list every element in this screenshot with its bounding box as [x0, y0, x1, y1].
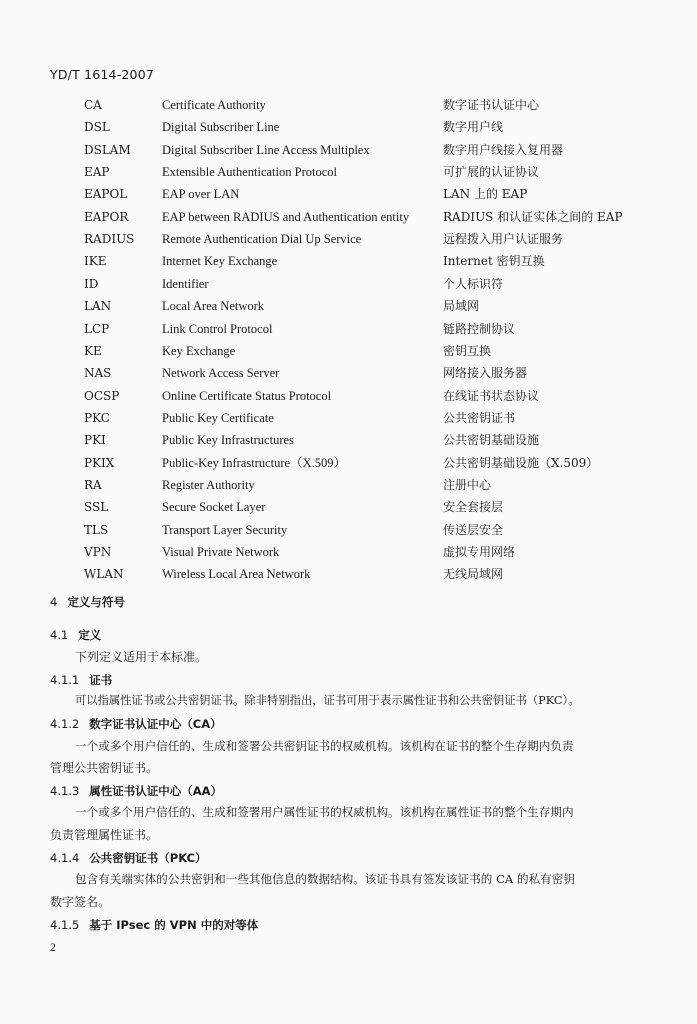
- abbreviation-row: [0, 207, 697, 229]
- abbreviation-term: TLS: [84, 522, 109, 537]
- abbreviation-term: EAP: [84, 165, 110, 180]
- abbreviation-chinese: Internet 密钥互换: [443, 254, 545, 269]
- abbreviation-row: [0, 162, 697, 184]
- abbreviation-english: Visual Private Network: [162, 545, 280, 559]
- abbreviation-english: Identifier: [162, 276, 209, 291]
- abbreviation-chinese: 公共密钥基础设施（X.509）: [443, 455, 599, 470]
- abbreviation-row: [0, 229, 697, 251]
- section-4-1-2-line1: 一个或多个用户信任的、生成和签署公共密钥证书的权威机构。该机构在证书的整个生存期内负责: [75, 739, 574, 753]
- abbreviation-english: Link Control Protocol: [162, 321, 273, 336]
- abbreviation-english: Key Exchange: [162, 343, 236, 358]
- abbreviation-english: EAP between RADIUS and Authentication entity: [162, 209, 410, 224]
- abbreviation-row: [0, 296, 697, 318]
- abbreviation-term: EAPOR: [84, 209, 129, 224]
- abbreviation-term: VPN: [84, 545, 112, 559]
- abbreviation-row: [0, 430, 697, 452]
- abbreviation-row: [0, 140, 697, 162]
- abbreviation-english: EAP over LAN: [162, 187, 240, 202]
- abbreviation-english: Digital Subscriber Line Access Multiplex: [162, 142, 370, 157]
- abbreviation-row: [0, 184, 697, 206]
- section-4-1-5-heading: [50, 917, 258, 933]
- abbreviation-english: Local Area Network: [162, 299, 265, 314]
- abbreviation-row: [0, 542, 697, 564]
- section-4-1-4-line1: 包含有关端实体的公共密钥和一些其他信息的数据结构。该证书具有签发该证书的 CA 的私有密钥: [75, 872, 575, 886]
- section-title: 证书: [89, 673, 113, 687]
- abbreviation-term: KE: [84, 343, 102, 358]
- section-number: 4.1.3: [50, 784, 80, 798]
- abbreviation-term: RADIUS: [84, 232, 135, 247]
- abbreviation-term: CA: [84, 98, 102, 112]
- abbreviation-row: [0, 408, 697, 430]
- section-number: 4.1.4: [50, 851, 80, 865]
- abbreviation-term: EAPOL: [84, 187, 128, 202]
- abbreviation-term: WLAN: [84, 567, 124, 582]
- abbreviation-chinese: 注册中心: [443, 477, 492, 492]
- section-4-1-3-line1: 一个或多个用户信任的、生成和签署用户属性证书的权威机构。该机构在属性证书的整个生存期内: [75, 805, 574, 819]
- abbreviation-english: Extensible Authentication Protocol: [162, 165, 337, 180]
- abbreviation-row: [0, 453, 697, 475]
- abbreviation-english: Digital Subscriber Line: [162, 120, 280, 135]
- abbreviation-chinese: 远程拨入用户认证服务: [443, 232, 564, 247]
- abbreviation-english: Public-Key Infrastructure（X.509）: [162, 455, 346, 470]
- abbreviation-chinese: RADIUS 和认证实体之间的 EAP: [443, 209, 623, 224]
- abbreviation-row: [0, 274, 697, 296]
- abbreviation-row: [0, 319, 697, 341]
- abbreviation-chinese: 网络接入服务器: [443, 366, 528, 381]
- abbreviation-english: Network Access Server: [162, 366, 280, 381]
- abbreviation-chinese: LAN 上的 EAP: [443, 187, 528, 202]
- section-title: 定义与符号: [67, 595, 125, 609]
- abbreviation-chinese: 在线证书状态协议: [443, 388, 540, 403]
- abbreviation-row: [0, 386, 697, 408]
- section-title: 属性证书认证中心（AA）: [89, 784, 223, 798]
- abbreviation-term: NAS: [84, 366, 112, 381]
- abbreviation-term: IKE: [84, 254, 107, 269]
- abbreviation-term: PKIX: [84, 455, 115, 470]
- section-number: 4.1.2: [50, 717, 80, 731]
- section-4-heading: [50, 594, 125, 610]
- section-title: 公共密钥证书（PKC）: [89, 851, 207, 865]
- abbreviation-english: Internet Key Exchange: [162, 254, 278, 269]
- abbreviation-term: LCP: [84, 321, 110, 336]
- abbreviation-english: Remote Authentication Dial Up Service: [162, 232, 362, 247]
- abbreviation-term: RA: [84, 477, 102, 492]
- section-4-1-2-heading: [50, 716, 222, 732]
- abbreviation-term: PKI: [84, 433, 106, 448]
- abbreviation-term: DSL: [84, 120, 110, 135]
- abbreviation-chinese: 个人标识符: [443, 276, 504, 291]
- abbreviation-row: [0, 341, 697, 363]
- abbreviation-term: ID: [84, 276, 99, 291]
- abbreviation-row: [0, 363, 697, 385]
- abbreviation-chinese: 虚拟专用网络: [443, 545, 516, 559]
- abbreviation-term: OCSP: [84, 388, 120, 403]
- standard-number-header: YD/T 1614-2007: [50, 67, 155, 82]
- section-number: 4.1.1: [50, 673, 80, 687]
- section-number: 4.1: [50, 628, 69, 642]
- abbreviation-term: PKC: [84, 410, 110, 425]
- section-number: 4: [50, 595, 58, 609]
- abbreviation-chinese: 传送层安全: [443, 522, 504, 537]
- section-4-1-intro: 下列定义适用于本标准。: [75, 650, 208, 664]
- abbreviation-english: Wireless Local Area Network: [162, 567, 311, 582]
- abbreviation-row: [0, 564, 697, 586]
- abbreviation-english: Certificate Authority: [162, 98, 266, 112]
- abbreviation-row: [0, 251, 697, 273]
- abbreviation-chinese: 数字用户线: [443, 120, 504, 135]
- abbreviation-english: Register Authority: [162, 477, 255, 492]
- abbreviation-chinese: 数字用户线接入复用器: [443, 142, 564, 157]
- abbreviation-chinese: 无线局域网: [443, 567, 504, 582]
- abbreviation-row: [0, 475, 697, 497]
- abbreviation-row: [0, 520, 697, 542]
- page-number: 2: [50, 940, 56, 954]
- section-4-1-heading: [50, 627, 101, 643]
- abbreviation-chinese: 数字证书认证中心: [443, 98, 540, 112]
- abbreviation-chinese: 密钥互换: [443, 343, 492, 358]
- abbreviation-chinese: 可扩展的认证协议: [443, 165, 540, 180]
- abbreviation-term: SSL: [84, 500, 109, 515]
- abbreviation-english: Public Key Infrastructures: [162, 433, 294, 448]
- abbreviation-chinese: 公共密钥证书: [443, 410, 516, 425]
- abbreviation-chinese: 链路控制协议: [443, 321, 516, 336]
- section-4-1-1-heading: [50, 672, 112, 688]
- abbreviation-row: [0, 95, 697, 117]
- section-4-1-1-text: 可以指属性证书或公共密钥证书。除非特别指出，证书可用于表示属性证书和公共密钥证书（PKC）。: [75, 694, 580, 707]
- abbreviation-term: LAN: [84, 299, 112, 314]
- abbreviation-chinese: 安全套接层: [443, 500, 504, 515]
- section-title: 数字证书认证中心（CA）: [89, 717, 222, 731]
- abbreviation-row: [0, 117, 697, 139]
- abbreviation-term: DSLAM: [84, 142, 131, 157]
- section-title: 定义: [78, 628, 102, 642]
- abbreviation-chinese: 公共密钥基础设施: [443, 433, 540, 448]
- section-4-1-2-line2: 管理公共密钥证书。: [50, 761, 159, 775]
- section-number: 4.1.5: [50, 918, 80, 932]
- section-4-1-3-line2: 负责管理属性证书。: [50, 828, 159, 842]
- section-4-1-4-line2: 数字签名。: [50, 895, 111, 909]
- abbreviation-english: Public Key Certificate: [162, 410, 274, 425]
- abbreviation-english: Secure Socket Layer: [162, 500, 266, 515]
- section-4-1-3-heading: [50, 783, 222, 799]
- abbreviation-chinese: 局域网: [443, 299, 480, 314]
- section-title: 基于 IPsec 的 VPN 中的对等体: [89, 918, 259, 932]
- abbreviation-row: [0, 497, 697, 519]
- abbreviation-english: Transport Layer Security: [162, 522, 288, 537]
- abbreviation-english: Online Certificate Status Protocol: [162, 388, 332, 403]
- section-4-1-4-heading: [50, 850, 207, 866]
